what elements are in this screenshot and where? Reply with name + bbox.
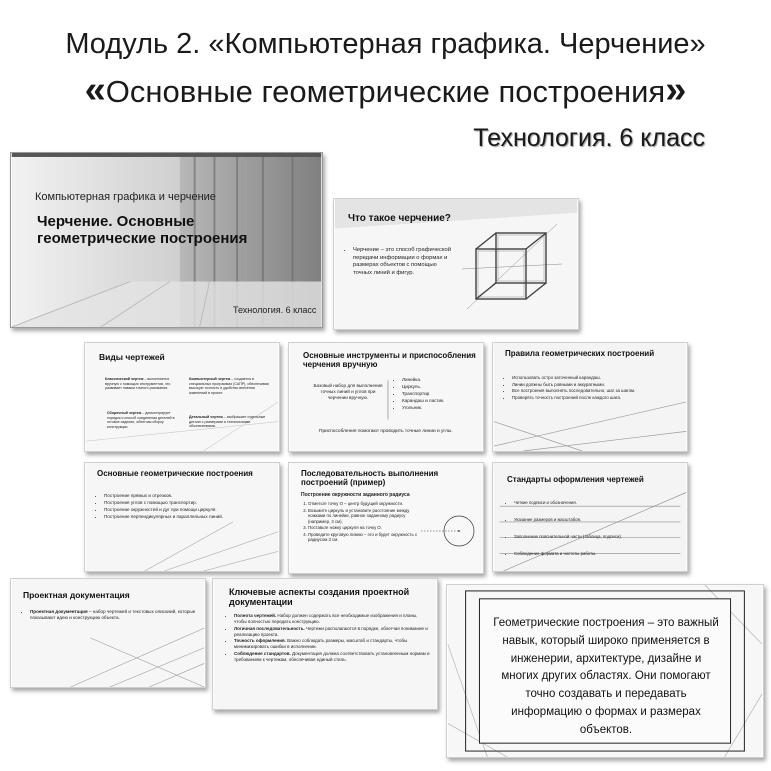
- open-quote: «: [84, 69, 106, 111]
- slide7-title: Последовательность выполнения построений (пример): [301, 469, 439, 488]
- standard-item: • Четкие подписи и обозначения.: [514, 495, 683, 511]
- circle-construction-icon: [417, 511, 479, 551]
- slide5-title: Правила геометрических построений: [505, 349, 655, 358]
- drawing-type-classic: Классический чертеж – выполняется вручную с помощью инструментов, что развивает навыки точного рисования.: [105, 377, 171, 391]
- tool-item: • Транспортир.: [402, 391, 479, 397]
- aspects-list: [225, 613, 431, 664]
- step-item: 3. Поставьте ножку циркуля на точку O.: [308, 525, 419, 531]
- slide-sequence: [288, 462, 484, 574]
- tool-item: • Карандаш и ластик.: [402, 398, 479, 404]
- drawing-type-detail: Детальный чертеж – изображает отдельные детали с размерами и техническими обозначениями.: [189, 415, 266, 429]
- lesson-title: [0, 69, 771, 111]
- rules-list: [503, 375, 685, 402]
- slide-rules: [492, 342, 688, 452]
- slide2-bullet: • Черчение – это способ графической передачи информации о формах и размерах объектов с помощью точных линий и фигур.: [353, 247, 456, 277]
- course-label: Технология. 6 класс: [473, 124, 705, 152]
- constructions-list: [95, 493, 277, 521]
- slide7-subtitle: Построение окружности заданного радиуса: [301, 492, 410, 498]
- slide9-title: Проектная документация: [23, 590, 130, 600]
- drawing-type-assembly: Сборочный чертеж – демонстрирует порядок и способ соединения деталей в готовое изделие, облегчая сборку конструкции.: [107, 411, 175, 430]
- slide-tools: [288, 342, 484, 452]
- aspect-item: • Логичная последовательность. Чертежи располагаются в порядке, облегчая понимание и реализацию проекта.: [234, 626, 431, 638]
- slide4-footer: Приспособления помогают проводить точные линии и углы.: [319, 429, 453, 434]
- drawing-type-computer: Компьютерный чертеж – создается в специальных программах (САПР), обеспечивая высокую точность и удобство внесения изменений в проект.: [189, 377, 269, 396]
- slide-key-aspects: [212, 578, 438, 710]
- standards-list: [505, 495, 683, 563]
- step-item: 4. Проведите круговую линию – это и будет окружность с радиусом 3 см.: [308, 532, 419, 543]
- aspect-item: • Точность оформления. Важно соблюдать размеры, масштаб и стандарты, чтобы минимизировать ошибки в исполнении.: [234, 638, 431, 650]
- rule-item: • Проверять точность построений после каждого шага.: [512, 395, 685, 401]
- slide3-title: Виды чертежей: [99, 352, 165, 362]
- slide1-title: Черчение. Основные геометрические построения: [37, 213, 248, 248]
- aspect-item: • Соблюдение стандартов. Документация должна соответствовать установленным нормам и требованиям к чертежам, обеспечивая единый стиль.: [234, 651, 431, 663]
- slide-title: [10, 152, 323, 328]
- slide4-title: Основные инструменты и приспособления черчения вручную: [303, 351, 476, 370]
- slide10-title: Ключевые аспекты создания проектной документации: [229, 587, 410, 608]
- tools-list: [393, 377, 479, 412]
- construction-item: • Построение окружностей и дуг при помощи циркуля.: [104, 507, 277, 513]
- slide-drawing-types: [84, 342, 280, 452]
- wireframe-cube-icon: [462, 219, 562, 319]
- construction-item: • Построение углов с помощью транспортир.: [104, 500, 277, 506]
- tool-item: • Линейка.: [402, 377, 479, 383]
- close-quote: »: [665, 69, 687, 111]
- slide-what-is-drafting: [333, 198, 579, 330]
- module-title: Модуль 2. «Компьютерная графика. Черчение»: [65, 28, 706, 60]
- construction-item: • Построение перпендикулярных и параллельных линий.: [104, 514, 277, 520]
- steps-list: [299, 501, 419, 544]
- tool-item: • Угольник.: [402, 405, 479, 411]
- step-item: 1. Отметьте точку O – центр будущей окружности.: [308, 501, 419, 507]
- standard-item: • Указание размеров и масштабов.: [514, 512, 683, 528]
- rule-item: • Линии должны быть ровными и аккуратными.: [512, 382, 685, 388]
- slide-project-documentation: [10, 578, 206, 688]
- standard-item: • Соблюдение формата и чистоты работы.: [514, 546, 683, 562]
- aspect-item: • Полнота чертежей. Набор должен содержать все необходимые изображения и планы, чтобы полностью передать конструкцию.: [234, 613, 431, 625]
- lesson-title-text: Основные геометрические построения: [105, 74, 666, 109]
- standard-item: • Заполнение пояснительной части (таблица, подписи).: [514, 529, 683, 545]
- slide1-subtitle: Компьютерная графика и черчение: [35, 191, 216, 203]
- rule-item: • Использовать остро заточенный карандаш.: [512, 375, 685, 381]
- slide-basic-constructions: [84, 462, 280, 572]
- slide1-footer: Технология. 6 класс: [233, 305, 317, 315]
- slide8-title: Стандарты оформления чертежей: [507, 475, 644, 484]
- slide-standards: [492, 462, 688, 572]
- conclusion-text: Геометрические построения – это важный навык, который широко применяется в инженерии, архитектуре, дизайне и многих других областях. Они помогают точно создавать и передавать информацию о формах и размерах объектов.: [493, 617, 719, 736]
- step-item: 2. Возьмите циркуль и установите расстояние между ножками по линейке, равное заданному радиусу (например, 3 см).: [308, 508, 419, 525]
- tool-item: • Циркуль.: [402, 384, 479, 390]
- construction-item: • Построение прямых и отрезков.: [104, 493, 277, 499]
- slide2-title: Что такое черчение?: [348, 213, 451, 224]
- slide4-left-text: Базовый набор для выполнения точных линий и углов при черчении вручную.: [313, 383, 383, 400]
- slide6-title: Основные геометрические построения: [97, 469, 253, 478]
- rule-item: • Все построения выполнять последовательно, шаг за шагом.: [512, 388, 685, 394]
- slide-conclusion: [446, 584, 764, 758]
- slide9-text: • Проектная документация – набор чертежей и текстовых описаний, которые показывают идею и конструкцию объекта.: [21, 609, 199, 622]
- slide2-text: [344, 247, 456, 278]
